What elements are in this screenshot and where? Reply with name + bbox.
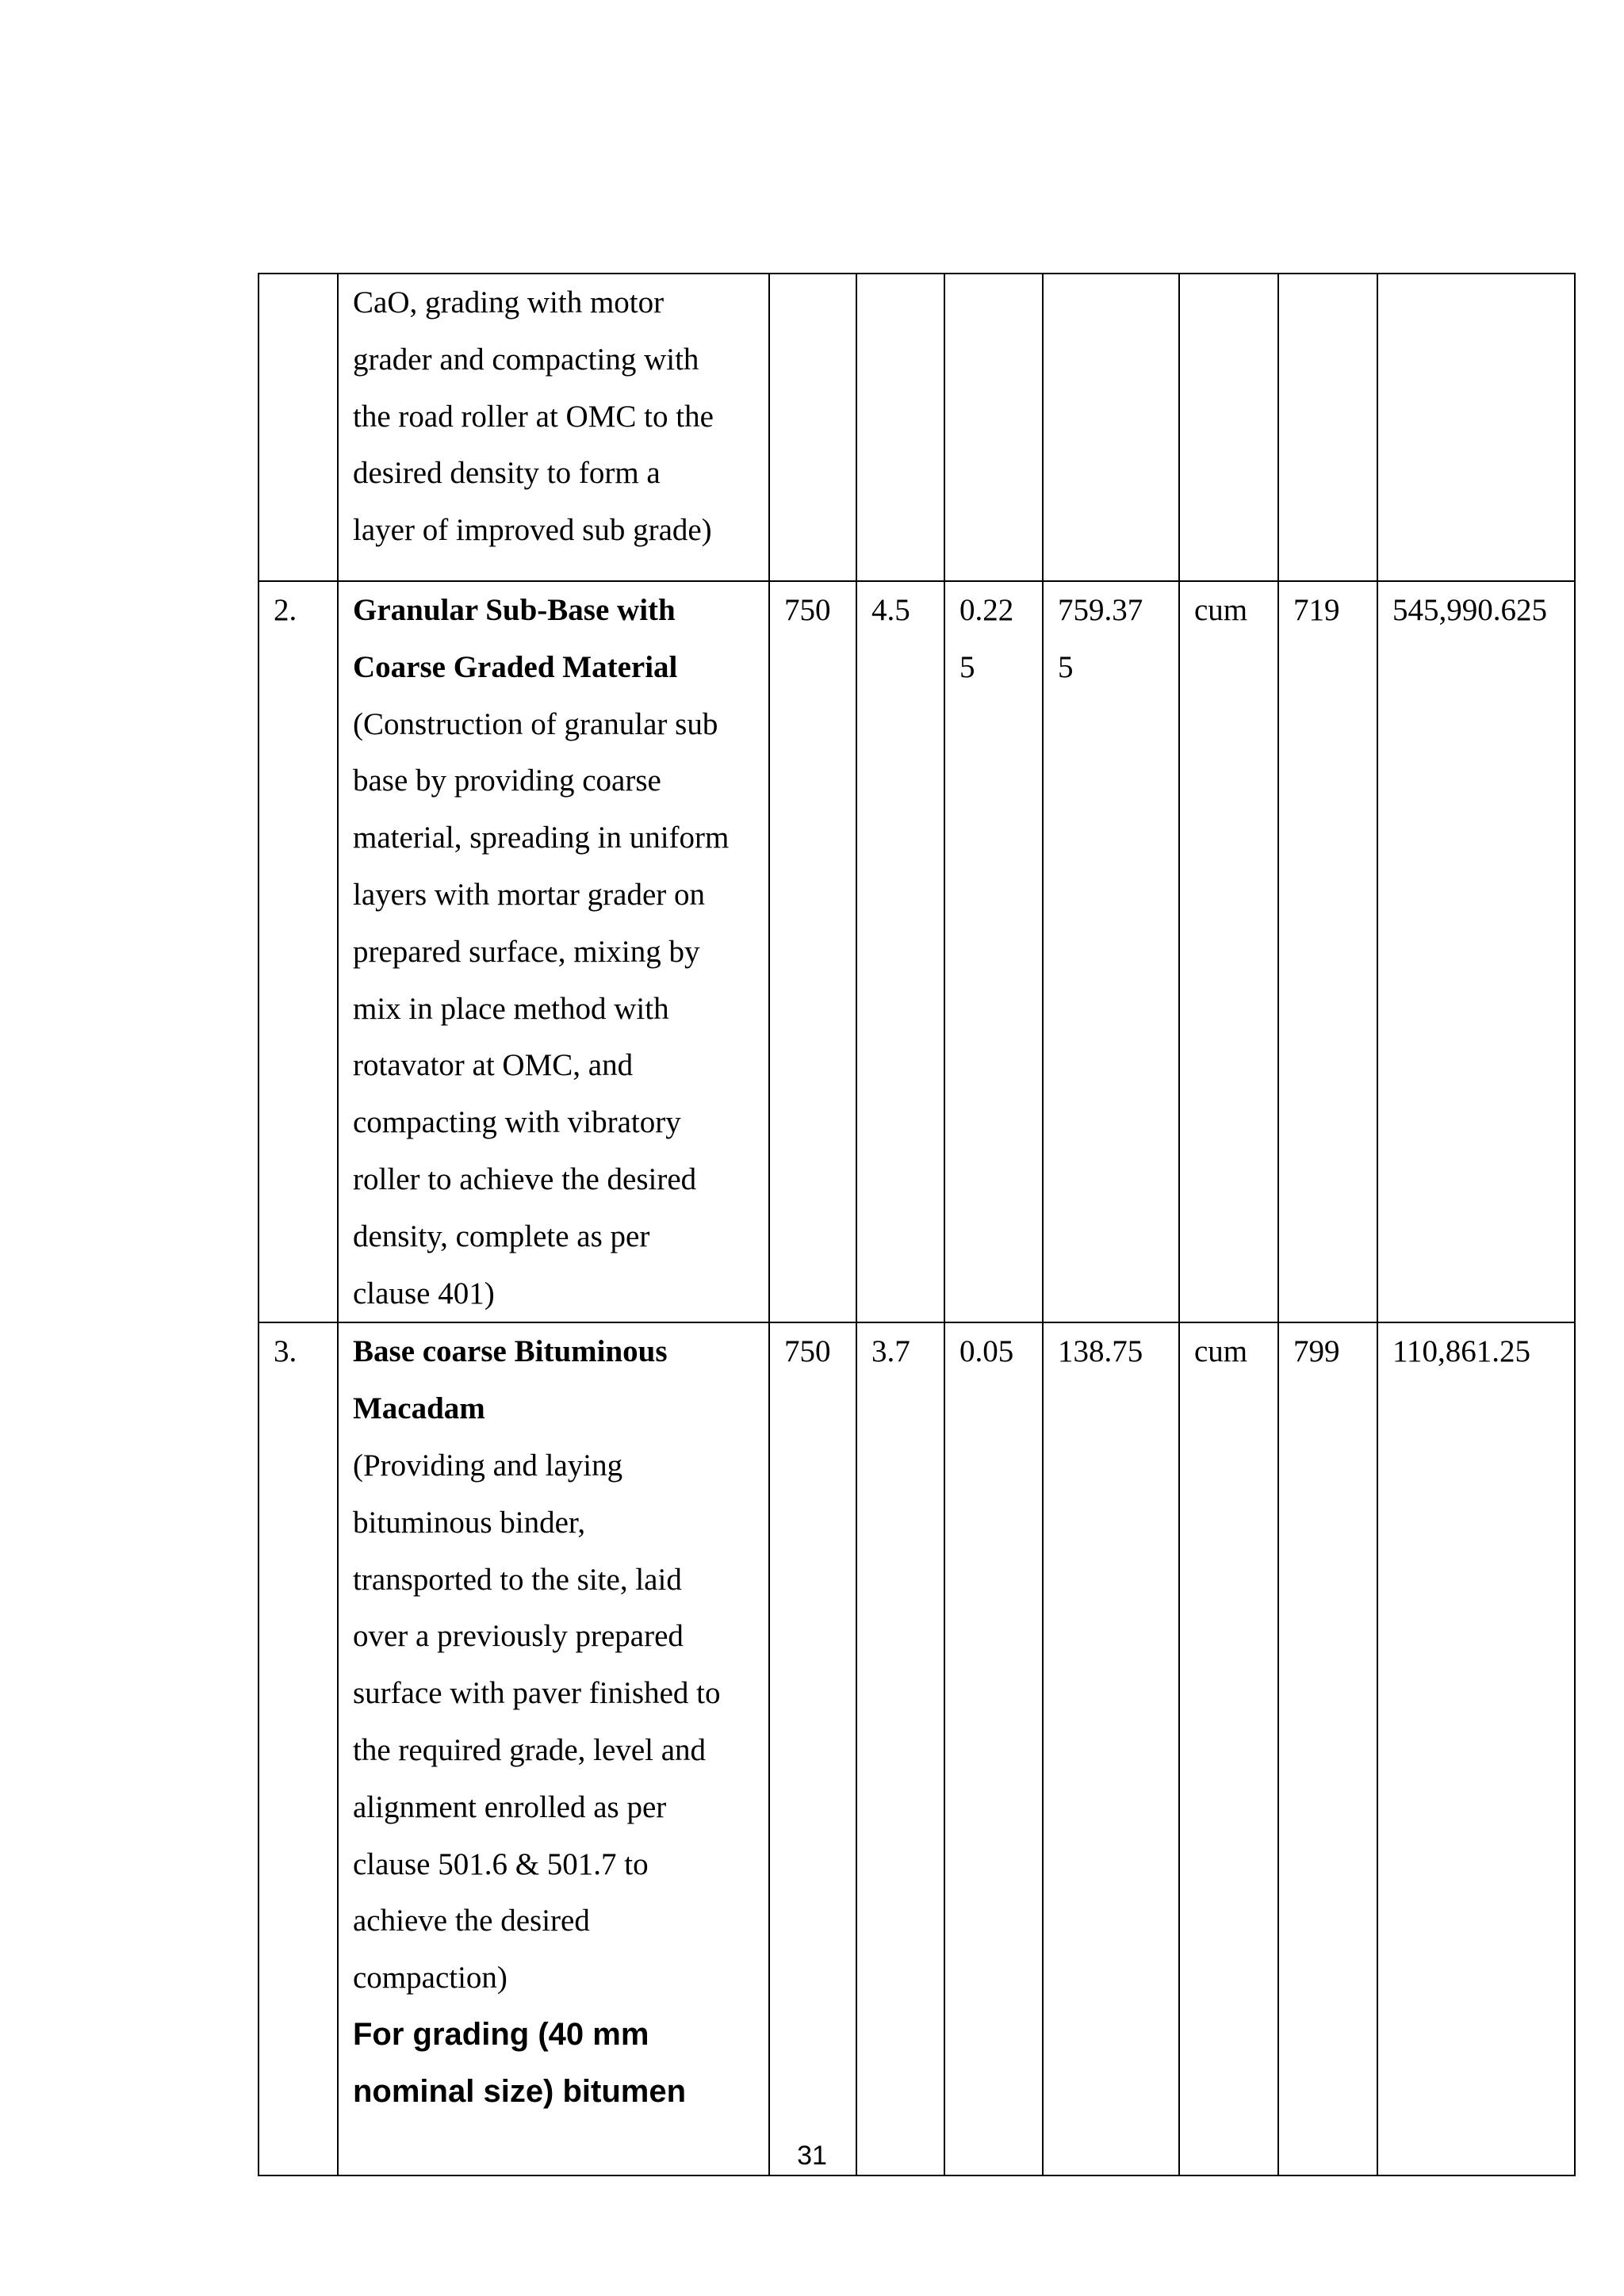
item-note-line: For grading (40 mm: [353, 2016, 649, 2052]
amount-cell: [1377, 274, 1575, 581]
rate-cell: 799: [1278, 1322, 1377, 2175]
boq-table: [258, 273, 1576, 2176]
description-cell: [338, 274, 769, 581]
boq-table-body: [259, 274, 1575, 2175]
item-description-line: CaO, grading with motor: [353, 285, 665, 320]
item-description-line: the required grade, level and: [353, 1732, 707, 1767]
quantity-value-line: 138.75: [1058, 1334, 1143, 1369]
item-description-line: transported to the site, laid: [353, 1562, 682, 1597]
item-description-line: grader and compacting with: [353, 342, 699, 377]
item-description-line: density, complete as per: [353, 1219, 650, 1253]
depth-cell: [944, 1322, 1043, 2175]
item-title-line: Macadam: [353, 1391, 485, 1426]
quantity-cell: [1043, 581, 1179, 1322]
unit-cell: cum: [1179, 1322, 1278, 2175]
item-description-line: alignment enrolled as per: [353, 1789, 667, 1824]
depth-value-line: 0.05: [959, 1334, 1014, 1369]
depth-cell: [944, 274, 1043, 581]
item-description-line: mix in place method with: [353, 991, 669, 1026]
rate-cell: 719: [1278, 581, 1377, 1322]
width-cell: [856, 274, 944, 581]
item-description-line: layers with mortar grader on: [353, 877, 706, 912]
sl-no-cell: 3.: [259, 1322, 338, 2175]
item-description-line: desired density to form a: [353, 456, 661, 491]
sl-no-cell: [259, 274, 338, 581]
item-title-line: Coarse Graded Material: [353, 649, 678, 684]
item-description-line: roller to achieve the desired: [353, 1161, 697, 1196]
page-number: 31: [797, 2141, 827, 2171]
item-description-line: over a previously prepared: [353, 1619, 684, 1654]
length-cell: 750: [769, 581, 856, 1322]
item-description-line: layer of improved sub grade): [353, 513, 712, 548]
depth-value-line: 0.22: [959, 593, 1014, 627]
item-note-line: nominal size) bitumen: [353, 2073, 687, 2109]
table-row: [259, 581, 1575, 1322]
quantity-cell: [1043, 1322, 1179, 2175]
rate-cell: [1278, 274, 1377, 581]
quantity-value-line: 759.37: [1058, 593, 1143, 627]
item-title-line: Base coarse Bituminous: [353, 1334, 668, 1369]
table-row: [259, 1322, 1575, 2175]
unit-cell: [1179, 274, 1278, 581]
quantity-cell: [1043, 274, 1179, 581]
description-cell: [338, 1322, 769, 2175]
depth-cell: [944, 581, 1043, 1322]
length-cell: 750: [769, 1322, 856, 2175]
item-description-line: clause 401): [353, 1276, 495, 1311]
sl-no-cell: 2.: [259, 581, 338, 1322]
item-description-line: (Construction of granular sub: [353, 706, 718, 741]
amount-cell: 110,861.25: [1377, 1322, 1575, 2175]
table-row: [259, 274, 1575, 581]
item-description-line: material, spreading in uniform: [353, 821, 730, 855]
length-cell: [769, 274, 856, 581]
item-description-line: prepared surface, mixing by: [353, 934, 700, 969]
item-description-line: compacting with vibratory: [353, 1105, 681, 1140]
item-description-line: achieve the desired: [353, 1904, 590, 1938]
amount-cell: 545,990.625: [1377, 581, 1575, 1322]
unit-cell: cum: [1179, 581, 1278, 1322]
item-description-line: (Providing and laying: [353, 1448, 623, 1483]
quantity-value-line: 5: [1058, 649, 1074, 684]
item-description-line: the road roller at OMC to the: [353, 399, 714, 434]
depth-value-line: 5: [959, 649, 975, 684]
item-description-line: compaction): [353, 1961, 508, 1996]
width-cell: 4.5: [856, 581, 944, 1322]
item-description-line: surface with paver finished to: [353, 1676, 721, 1711]
item-description-line: base by providing coarse: [353, 763, 661, 798]
item-description-line: bituminous binder,: [353, 1505, 586, 1540]
item-title-line: Granular Sub-Base with: [353, 593, 676, 627]
description-cell: [338, 581, 769, 1322]
item-description-line: rotavator at OMC, and: [353, 1048, 634, 1083]
item-description-line: clause 501.6 & 501.7 to: [353, 1846, 649, 1881]
width-cell: 3.7: [856, 1322, 944, 2175]
